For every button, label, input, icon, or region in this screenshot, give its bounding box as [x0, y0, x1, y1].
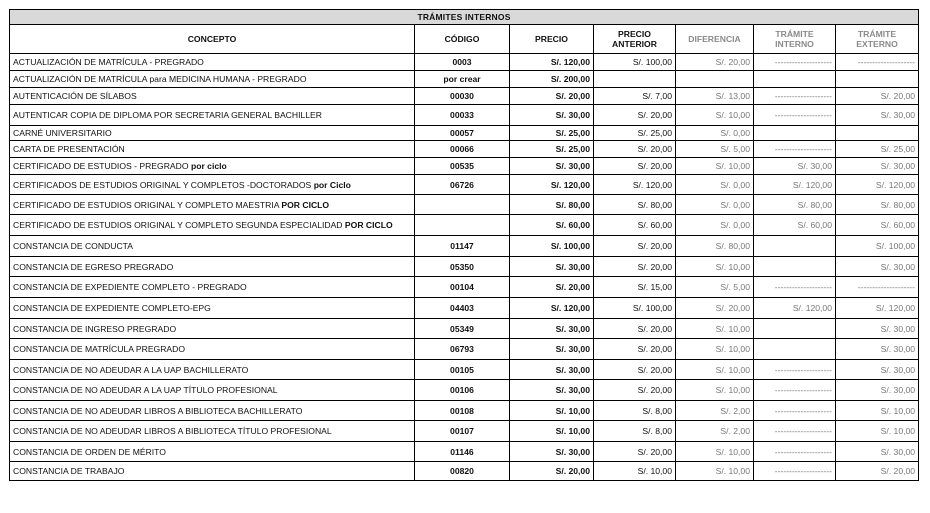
cell-precio: S/. 200,00 [510, 71, 594, 88]
cell-diferencia: S/. 5,00 [676, 277, 754, 298]
cell-codigo: 05350 [415, 257, 510, 277]
cell-precio-anterior: S/. 8,00 [594, 401, 676, 421]
cell-tramite-interno: -------------------- [754, 88, 836, 105]
cell-tramite-interno: S/. 60,00 [754, 215, 836, 236]
cell-tramite-externo: S/. 30,00 [836, 360, 919, 380]
cell-tramite-externo: S/. 80,00 [836, 195, 919, 215]
cell-tramite-externo: S/. 20,00 [836, 88, 919, 105]
concepto-emphasis: por ciclo [190, 161, 227, 171]
table-row [10, 421, 919, 442]
cell-codigo: 00057 [415, 126, 510, 141]
cell-codigo: 00535 [415, 158, 510, 175]
cell-concepto [10, 421, 415, 442]
cell-diferencia: S/. 0,00 [676, 175, 754, 195]
cell-codigo: 00066 [415, 141, 510, 158]
concepto-text: CONSTANCIA DE EXPEDIENTE COMPLETO - PREGRADO [13, 282, 247, 292]
table-row [10, 215, 919, 236]
cell-concepto [10, 319, 415, 339]
cell-diferencia: S/. 13,00 [676, 88, 754, 105]
fee-table [9, 9, 919, 481]
cell-concepto [10, 105, 415, 126]
cell-precio-anterior: S/. 20,00 [594, 339, 676, 360]
cell-tramite-externo: -------------------- [836, 54, 919, 71]
cell-codigo: 04403 [415, 298, 510, 319]
cell-tramite-interno: -------------------- [754, 380, 836, 401]
cell-codigo: por crear [415, 71, 510, 88]
cell-concepto [10, 442, 415, 462]
cell-tramite-externo: S/. 30,00 [836, 158, 919, 175]
cell-concepto [10, 298, 415, 319]
cell-precio-anterior: S/. 10,00 [594, 462, 676, 481]
cell-tramite-interno: -------------------- [754, 421, 836, 442]
cell-precio: S/. 30,00 [510, 360, 594, 380]
cell-concepto [10, 126, 415, 141]
concepto-text: CONSTANCIA DE CONDUCTA [13, 241, 134, 251]
cell-tramite-externo: S/. 30,00 [836, 380, 919, 401]
table-row [10, 71, 919, 88]
cell-precio: S/. 30,00 [510, 442, 594, 462]
header-codigo: CÓDIGO [415, 25, 510, 54]
concepto-text: CONSTANCIA DE EXPEDIENTE COMPLETO-EPG [13, 303, 211, 313]
cell-tramite-interno: S/. 80,00 [754, 195, 836, 215]
cell-diferencia: S/. 10,00 [676, 462, 754, 481]
cell-diferencia: S/. 2,00 [676, 421, 754, 442]
cell-codigo: 00105 [415, 360, 510, 380]
table-title: TRÁMITES INTERNOS [10, 10, 919, 25]
concepto-text: CERTIFICADOS DE ESTUDIOS ORIGINAL Y COMPLETOS -DOCTORADOS [13, 179, 312, 190]
cell-codigo: 00106 [415, 380, 510, 401]
cell-precio-anterior: S/. 120,00 [594, 175, 676, 195]
cell-codigo: 05349 [415, 319, 510, 339]
cell-precio-anterior: S/. 20,00 [594, 442, 676, 462]
table-body [10, 54, 919, 481]
concepto-text: CERTIFICADO DE ESTUDIOS ORIGINAL Y COMPLETO SEGUNDA ESPECIALIDAD [13, 219, 343, 230]
fee-table-sheet [9, 9, 918, 481]
concepto-text: CONSTANCIA DE INGRESO PREGRADO [13, 323, 177, 334]
cell-diferencia: S/. 10,00 [676, 319, 754, 339]
table-row [10, 54, 919, 71]
table-header-row [10, 25, 919, 54]
concepto-emphasis: POR CICLO [281, 199, 330, 210]
cell-diferencia: S/. 80,00 [676, 236, 754, 257]
cell-diferencia: S/. 5,00 [676, 141, 754, 158]
cell-diferencia: S/. 10,00 [676, 158, 754, 175]
concepto-text: CONSTANCIA DE NO ADEUDAR A LA UAP TÍTULO PROFESIONAL [13, 385, 278, 395]
header-precio-anterior: PRECIO ANTERIOR [594, 25, 676, 54]
cell-tramite-interno [754, 236, 836, 257]
cell-diferencia: S/. 10,00 [676, 339, 754, 360]
cell-tramite-interno: -------------------- [754, 105, 836, 126]
cell-diferencia: S/. 10,00 [676, 257, 754, 277]
cell-diferencia: S/. 20,00 [676, 298, 754, 319]
table-row [10, 462, 919, 481]
table-row [10, 236, 919, 257]
cell-concepto [10, 462, 415, 481]
cell-tramite-externo: S/. 120,00 [836, 175, 919, 195]
concepto-text: CONSTANCIA DE NO ADEUDAR LIBROS A BIBLIOTECA BACHILLERATO [13, 405, 303, 416]
table-row [10, 380, 919, 401]
concepto-emphasis: por Ciclo [313, 179, 351, 190]
cell-tramite-interno: -------------------- [754, 401, 836, 421]
cell-tramite-externo: S/. 30,00 [836, 339, 919, 360]
concepto-text: CARTA DE PRESENTACIÓN [13, 144, 125, 154]
cell-tramite-externo: S/. 25,00 [836, 141, 919, 158]
cell-precio: S/. 25,00 [510, 126, 594, 141]
cell-tramite-interno: -------------------- [754, 442, 836, 462]
cell-tramite-interno [754, 126, 836, 141]
cell-precio-anterior: S/. 20,00 [594, 360, 676, 380]
table-title-row [10, 10, 919, 25]
cell-precio: S/. 30,00 [510, 257, 594, 277]
cell-tramite-interno: -------------------- [754, 54, 836, 71]
cell-precio: S/. 20,00 [510, 462, 594, 481]
cell-tramite-interno: S/. 120,00 [754, 298, 836, 319]
concepto-text: ACTUALIZACIÓN DE MATRÍCULA - PREGRADO [13, 57, 204, 67]
cell-diferencia: S/. 2,00 [676, 401, 754, 421]
table-row [10, 126, 919, 141]
cell-precio-anterior: S/. 20,00 [594, 319, 676, 339]
table-row [10, 158, 919, 175]
cell-precio-anterior: S/. 80,00 [594, 195, 676, 215]
cell-precio: S/. 10,00 [510, 421, 594, 442]
cell-diferencia: S/. 0,00 [676, 126, 754, 141]
cell-codigo [415, 195, 510, 215]
cell-concepto [10, 195, 415, 215]
cell-tramite-externo: S/. 10,00 [836, 401, 919, 421]
header-tramite-externo: TRÁMITE EXTERNO [836, 25, 919, 54]
cell-tramite-externo: S/. 30,00 [836, 442, 919, 462]
concepto-text: CONSTANCIA DE EGRESO PREGRADO [13, 261, 174, 272]
cell-codigo: 00108 [415, 401, 510, 421]
cell-diferencia: S/. 20,00 [676, 54, 754, 71]
cell-concepto [10, 215, 415, 236]
concepto-text: CERTIFICADO DE ESTUDIOS - PREGRADO [13, 161, 189, 171]
table-row [10, 141, 919, 158]
table-row [10, 360, 919, 380]
cell-diferencia: S/. 10,00 [676, 360, 754, 380]
cell-precio: S/. 30,00 [510, 380, 594, 401]
cell-codigo [415, 215, 510, 236]
cell-precio-anterior: S/. 7,00 [594, 88, 676, 105]
cell-tramite-externo: S/. 30,00 [836, 105, 919, 126]
cell-tramite-interno: -------------------- [754, 462, 836, 481]
cell-concepto [10, 141, 415, 158]
cell-diferencia: S/. 0,00 [676, 195, 754, 215]
cell-precio: S/. 10,00 [510, 401, 594, 421]
cell-tramite-interno: -------------------- [754, 277, 836, 298]
table-row [10, 298, 919, 319]
table-row [10, 319, 919, 339]
cell-tramite-interno [754, 257, 836, 277]
table-row [10, 195, 919, 215]
cell-codigo: 01147 [415, 236, 510, 257]
cell-precio-anterior: S/. 60,00 [594, 215, 676, 236]
cell-precio-anterior: S/. 20,00 [594, 380, 676, 401]
cell-concepto [10, 158, 415, 175]
cell-precio: S/. 100,00 [510, 236, 594, 257]
cell-precio-anterior [594, 71, 676, 88]
cell-concepto [10, 236, 415, 257]
cell-precio: S/. 25,00 [510, 141, 594, 158]
cell-precio-anterior: S/. 100,00 [594, 298, 676, 319]
table-row [10, 105, 919, 126]
cell-concepto [10, 257, 415, 277]
cell-precio-anterior: S/. 20,00 [594, 105, 676, 126]
cell-codigo: 00030 [415, 88, 510, 105]
cell-precio: S/. 120,00 [510, 298, 594, 319]
cell-tramite-externo: S/. 20,00 [836, 462, 919, 481]
cell-precio: S/. 30,00 [510, 158, 594, 175]
cell-precio: S/. 120,00 [510, 175, 594, 195]
table-row [10, 175, 919, 195]
concepto-text: AUTENTICACIÓN DE SÍLABOS [13, 91, 137, 101]
concepto-text: CONSTANCIA DE MATRÍCULA PREGRADO [13, 344, 186, 354]
header-concepto: CONCEPTO [10, 25, 415, 54]
cell-concepto [10, 88, 415, 105]
cell-codigo: 01146 [415, 442, 510, 462]
table-row [10, 339, 919, 360]
cell-codigo: 00033 [415, 105, 510, 126]
cell-tramite-externo: S/. 30,00 [836, 319, 919, 339]
cell-precio-anterior: S/. 8,00 [594, 421, 676, 442]
cell-precio: S/. 120,00 [510, 54, 594, 71]
concepto-text: CARNÉ UNIVERSITARIO [13, 128, 112, 138]
cell-tramite-externo [836, 71, 919, 88]
header-diferencia: DIFERENCIA [676, 25, 754, 54]
cell-diferencia [676, 71, 754, 88]
cell-concepto [10, 360, 415, 380]
table-row [10, 257, 919, 277]
cell-precio-anterior: S/. 25,00 [594, 126, 676, 141]
header-tramite-interno: TRÁMITE INTERNO [754, 25, 836, 54]
cell-codigo: 06726 [415, 175, 510, 195]
cell-precio: S/. 80,00 [510, 195, 594, 215]
cell-precio: S/. 60,00 [510, 215, 594, 236]
cell-codigo: 00820 [415, 462, 510, 481]
cell-precio-anterior: S/. 20,00 [594, 257, 676, 277]
cell-concepto [10, 380, 415, 401]
cell-tramite-interno [754, 319, 836, 339]
cell-concepto [10, 175, 415, 195]
cell-diferencia: S/. 10,00 [676, 105, 754, 126]
cell-tramite-externo: -------------------- [836, 277, 919, 298]
cell-precio: S/. 30,00 [510, 319, 594, 339]
concepto-text: AUTENTICAR COPIA DE DIPLOMA POR SECRETARIA GENERAL BACHILLER [13, 110, 322, 120]
cell-precio: S/. 20,00 [510, 88, 594, 105]
cell-concepto [10, 401, 415, 421]
cell-concepto [10, 277, 415, 298]
cell-precio: S/. 30,00 [510, 105, 594, 126]
concepto-text: ACTUALIZACIÓN DE MATRÍCULA para MEDICINA HUMANA - PREGRADO [13, 74, 307, 84]
cell-tramite-interno: -------------------- [754, 141, 836, 158]
header-precio: PRECIO [510, 25, 594, 54]
cell-diferencia: S/. 10,00 [676, 442, 754, 462]
cell-tramite-interno: -------------------- [754, 360, 836, 380]
cell-concepto [10, 339, 415, 360]
cell-diferencia: S/. 0,00 [676, 215, 754, 236]
cell-tramite-interno: S/. 30,00 [754, 158, 836, 175]
cell-diferencia: S/. 10,00 [676, 380, 754, 401]
table-row [10, 277, 919, 298]
cell-tramite-interno: S/. 120,00 [754, 175, 836, 195]
cell-tramite-externo [836, 126, 919, 141]
cell-precio: S/. 20,00 [510, 277, 594, 298]
concepto-text: CONSTANCIA DE TRABAJO [13, 466, 125, 476]
table-row [10, 88, 919, 105]
table-row [10, 442, 919, 462]
cell-codigo: 00107 [415, 421, 510, 442]
cell-codigo: 00104 [415, 277, 510, 298]
cell-precio: S/. 30,00 [510, 339, 594, 360]
cell-tramite-externo: S/. 120,00 [836, 298, 919, 319]
cell-codigo: 06793 [415, 339, 510, 360]
cell-concepto [10, 71, 415, 88]
cell-tramite-externo: S/. 100,00 [836, 236, 919, 257]
cell-concepto [10, 54, 415, 71]
cell-precio-anterior: S/. 20,00 [594, 158, 676, 175]
cell-tramite-externo: S/. 10,00 [836, 421, 919, 442]
concepto-text: CONSTANCIA DE NO ADEUDAR LIBROS A BIBLIOTECA TÍTULO PROFESIONAL [13, 426, 332, 436]
cell-precio-anterior: S/. 20,00 [594, 141, 676, 158]
cell-tramite-interno [754, 71, 836, 88]
cell-tramite-externo: S/. 30,00 [836, 257, 919, 277]
cell-precio-anterior: S/. 20,00 [594, 236, 676, 257]
cell-tramite-externo: S/. 60,00 [836, 215, 919, 236]
cell-precio-anterior: S/. 15,00 [594, 277, 676, 298]
concepto-emphasis: POR CICLO [344, 219, 393, 230]
cell-tramite-interno [754, 339, 836, 360]
cell-precio-anterior: S/. 100,00 [594, 54, 676, 71]
cell-codigo: 0003 [415, 54, 510, 71]
table-row [10, 401, 919, 421]
concepto-text: CONSTANCIA DE NO ADEUDAR A LA UAP BACHILLERATO [13, 364, 249, 375]
concepto-text: CERTIFICADO DE ESTUDIOS ORIGINAL Y COMPLETO MAESTRIA [13, 199, 279, 210]
concepto-text: CONSTANCIA DE ORDEN DE MÉRITO [13, 446, 166, 457]
